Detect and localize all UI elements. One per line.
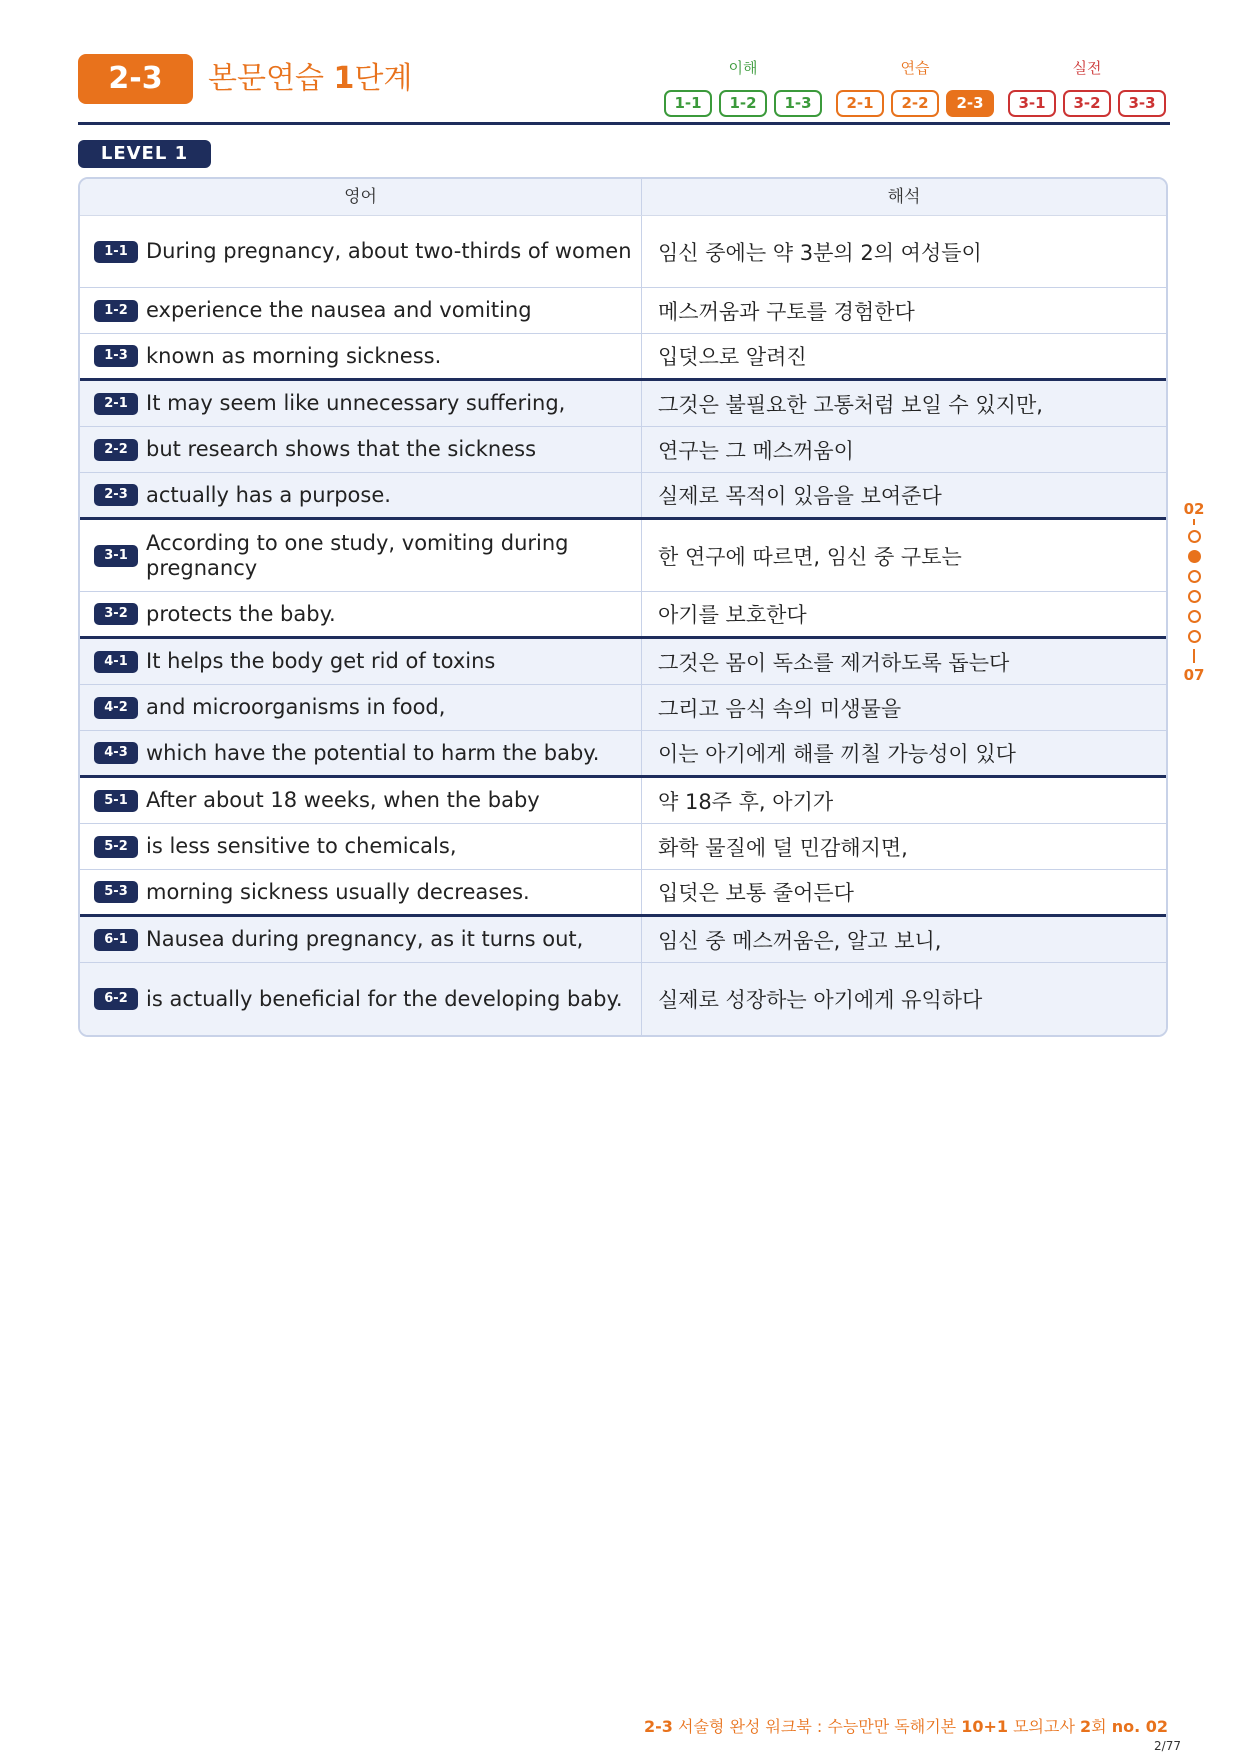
nav-pill-3-2[interactable]: 3-2 xyxy=(1063,90,1111,117)
english-text: but research shows that the sickness xyxy=(146,437,537,461)
english-text: It may seem like unnecessary suffering, xyxy=(146,391,566,415)
table-row xyxy=(80,917,1166,963)
english-text: morning sickness usually decreases. xyxy=(146,879,530,904)
english-text: which have the potential to harm the baby. xyxy=(146,740,600,765)
row-number-badge: 1-2 xyxy=(94,300,138,322)
table-row xyxy=(80,427,1166,473)
nav-pill-1-1[interactable]: 1-1 xyxy=(664,90,712,117)
korean-text: 실제로 목적이 있음을 보여준다 xyxy=(642,473,1166,517)
korean-text: 임신 중에는 약 3분의 2의 여성들이 xyxy=(658,240,982,265)
section-badge: 2-3 xyxy=(78,54,193,104)
page-title: 본문연습 1단계 xyxy=(208,61,413,96)
row-number-badge: 1-3 xyxy=(94,345,138,367)
row-number-badge: 2-2 xyxy=(94,439,138,461)
table-row xyxy=(80,592,1166,639)
table-row xyxy=(80,963,1166,1035)
english-text: Nausea during pregnancy, as it turns out, xyxy=(146,927,584,951)
page-number: 2/77 xyxy=(1154,1739,1181,1753)
translation-table xyxy=(78,177,1168,1037)
level-badge: LEVEL 1 xyxy=(78,140,211,168)
english-text: is less sensitive to chemicals, xyxy=(146,834,457,858)
nav-pill-2-1[interactable]: 2-1 xyxy=(836,90,884,117)
row-number-badge: 4-3 xyxy=(94,742,138,764)
table-row xyxy=(80,824,1166,870)
row-number-badge: 5-3 xyxy=(94,881,138,903)
nav-group-label: 이해 xyxy=(728,59,758,77)
row-number-badge: 6-1 xyxy=(94,929,138,951)
page-dot-icon[interactable] xyxy=(1188,590,1201,603)
page-header xyxy=(78,54,1170,124)
english-text: experience the nausea and vomiting xyxy=(146,298,532,322)
side-page-indicator xyxy=(1183,500,1205,700)
korean-text: 이는 아기에게 해를 끼칠 가능성이 있다 xyxy=(642,731,1166,775)
table-row xyxy=(80,870,1166,917)
korean-text: 아기를 보호한다 xyxy=(658,603,807,627)
row-number-badge: 4-2 xyxy=(94,697,138,719)
korean-text: 실제로 성장하는 아기에게 유익하다 xyxy=(642,963,1166,1035)
nav-pill-3-3[interactable]: 3-3 xyxy=(1118,90,1166,117)
side-range-start: 02 xyxy=(1183,500,1205,518)
table-row xyxy=(80,288,1166,334)
korean-text: 연구는 그 메스꺼움이 xyxy=(642,427,1166,472)
english-text: known as morning sickness. xyxy=(146,343,442,368)
table-row xyxy=(80,778,1166,824)
english-text: is actually beneficial for the developing baby. xyxy=(146,986,623,1011)
nav-group-label: 연습 xyxy=(900,59,930,77)
row-number-badge: 2-3 xyxy=(94,484,138,506)
page-dot-icon[interactable] xyxy=(1188,530,1201,543)
side-divider xyxy=(1193,649,1195,663)
table-row xyxy=(80,639,1166,685)
row-number-badge: 5-1 xyxy=(94,790,138,812)
table-header xyxy=(80,179,1166,216)
row-number-badge: 6-2 xyxy=(94,988,138,1010)
korean-text: 입덧으로 알려진 xyxy=(658,345,807,369)
page-dot-icon[interactable] xyxy=(1188,630,1201,643)
page-dot-active-icon[interactable] xyxy=(1188,550,1201,563)
column-header-korean: 해석 xyxy=(887,187,921,207)
korean-text: 약 18주 후, 아기가 xyxy=(658,789,834,814)
english-text: protects the baby. xyxy=(146,601,336,626)
korean-text: 입덧은 보통 줄어든다 xyxy=(658,881,854,905)
table-row xyxy=(80,334,1166,381)
korean-text: 메스꺼움과 구토를 경험한다 xyxy=(658,299,915,324)
table-row xyxy=(80,216,1166,288)
table-row xyxy=(80,685,1166,731)
korean-text: 화학 물질에 덜 민감해지면, xyxy=(658,835,908,860)
korean-text: 한 연구에 따르면, 임신 중 구토는 xyxy=(658,544,962,569)
side-divider xyxy=(1193,519,1195,525)
nav-pill-2-2[interactable]: 2-2 xyxy=(891,90,939,117)
footer-caption: 2-3 서술형 완성 워크북 : 수능만만 독해기본 10+1 모의고사 2회 no. 02 xyxy=(644,1717,1168,1736)
korean-text: 그것은 불필요한 고통처럼 보일 수 있지만, xyxy=(642,381,1166,426)
english-text: According to one study, vomiting during pregnancy xyxy=(146,530,569,580)
row-number-badge: 4-1 xyxy=(94,651,138,673)
row-number-badge: 2-1 xyxy=(94,393,138,415)
column-header-english: 영어 xyxy=(80,179,642,215)
header-divider xyxy=(78,122,1170,125)
table-row xyxy=(80,520,1166,592)
nav-group-label: 실전 xyxy=(1072,59,1102,77)
english-text: During pregnancy, about two-thirds of women xyxy=(146,239,632,263)
korean-text: 그것은 몸이 독소를 제거하도록 돕는다 xyxy=(642,639,1166,684)
korean-text: 임신 중 메스꺼움은, 알고 보니, xyxy=(642,917,1166,962)
nav-pill-1-3[interactable]: 1-3 xyxy=(774,90,822,117)
nav-pill-3-1[interactable]: 3-1 xyxy=(1008,90,1056,117)
table-row xyxy=(80,473,1166,520)
side-range-end: 07 xyxy=(1183,666,1205,684)
nav-pill-2-3[interactable]: 2-3 xyxy=(946,90,994,117)
table-row xyxy=(80,381,1166,427)
english-text: and microorganisms in food, xyxy=(146,695,446,719)
nav-pill-1-2[interactable]: 1-2 xyxy=(719,90,767,117)
page-dot-icon[interactable] xyxy=(1188,610,1201,623)
page-dot-icon[interactable] xyxy=(1188,570,1201,583)
row-number-badge: 5-2 xyxy=(94,836,138,858)
row-number-badge: 3-1 xyxy=(94,545,138,567)
english-text: After about 18 weeks, when the baby xyxy=(146,788,540,812)
english-text: It helps the body get rid of toxins xyxy=(146,649,496,673)
table-row xyxy=(80,731,1166,778)
korean-text: 그리고 음식 속의 미생물을 xyxy=(642,685,1166,730)
row-number-badge: 1-1 xyxy=(94,241,138,263)
row-number-badge: 3-2 xyxy=(94,603,138,625)
english-text: actually has a purpose. xyxy=(146,482,391,507)
